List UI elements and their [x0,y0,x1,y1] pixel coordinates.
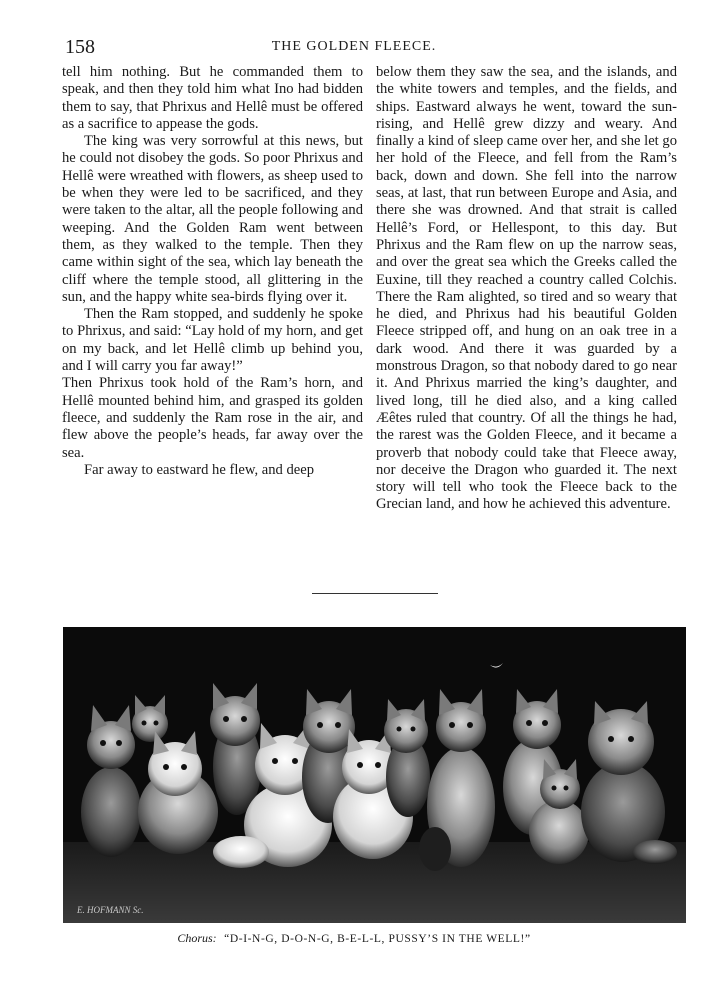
text-columns [62,64,687,564]
right-column [376,64,677,514]
paragraph: The king was very sorrowful at this news, but he could not disobey the gods. So poor Phrixus and Hellê were wreathed with flowers, as sheep used to be when they were led to be sacrificed, and they were taken to the altar, all the people following and weeping. And the Golden Ram went between them, as they walked to the temple. Then they came within sight of the sea, which lay beneath the cliff where the temple stood, all glittering in the sun, and the happy white sea-birds flying over it. [62,133,363,305]
section-divider [312,593,438,594]
crescent-moon-icon [490,663,503,668]
kitten-figure [384,699,430,817]
paragraph: Far away to eastward he flew, and deep [84,461,315,478]
left-column [62,64,363,479]
running-title: THE GOLDEN FLEECE. [271,39,437,54]
caption-text: “D-I-N-G, D-O-N-G, B-E-L-L, PUSSY’S IN THE WELL!” [224,933,531,945]
engraver-signature: E. HOFMANN Sc. [77,905,144,915]
kitten-figure [419,689,495,871]
paragraph: Then the Ram stopped, and suddenly he spoke to Phrixus, and said: “Lay hold of my horn, and get on my back, and let Hellê climb up behind you, and I will carry you far away!” [62,306,363,375]
kitten-figure [581,701,677,864]
kittens-engraving [63,627,686,923]
page-number: 158 [65,36,95,58]
kitten-figure [81,705,141,857]
kitten-figure [132,695,168,742]
paragraph: below them they saw the sea, and the islands, and the white towers and temples, and the fields, and ships. Eastward always he went, toward the sun-rising, and Hellê grew dizzy and weary. And finally a kind of sleep came over her, and she let go her hold of the Fleece, and fell from the Ram’s back, down and down. She fell into the narrow seas, at last, that run between Europe and Asia, and there she was drowned. And that strait is called Hellê’s Ford, or Hellespont, to this day. But Phrixus and the Ram flew on up the narrow seas, and over the great sea which the Greeks called the Euxine, till they reached a country called Colchis. There the Ram alighted, so tired and so weary that he died, and Phrixus had his beautiful Golden Fleece stripped off, and hung on an oak tree in a dark wood. And there it was guarded by a monstrous Dragon, so that nobody dared to go near it. And Phrixus married the king’s daughter, and lived long, till he died also, and a king called Æêtes ruled that country. Of all the things he had, the rarest was the Golden Fleece, and it became a proverb that nobody could take that Fleece away, nor deceive the Dragon who guarded it. The next story will tell who took the Fleece back to the Grecian land, and how he achieved this adventure. [376,64,677,513]
kitten-figure [210,683,261,815]
caption-label: Chorus: [177,931,217,945]
kitten-figure [138,731,218,854]
illustration-caption [0,931,708,946]
paragraph: tell him nothing. But he commanded them to speak, and then they told him what Ino had bidden them to say, that Phrixus and Hellê must be offered as a sacrifice to appease the gods. [62,64,363,132]
paragraph: Then Phrixus took hold of the Ram’s horn, and Hellê mounted behind him, and grasped its golden fleece, and suddenly the Ram rose in the air, and flew above the people’s heads, far away over the sea. [62,375,363,461]
